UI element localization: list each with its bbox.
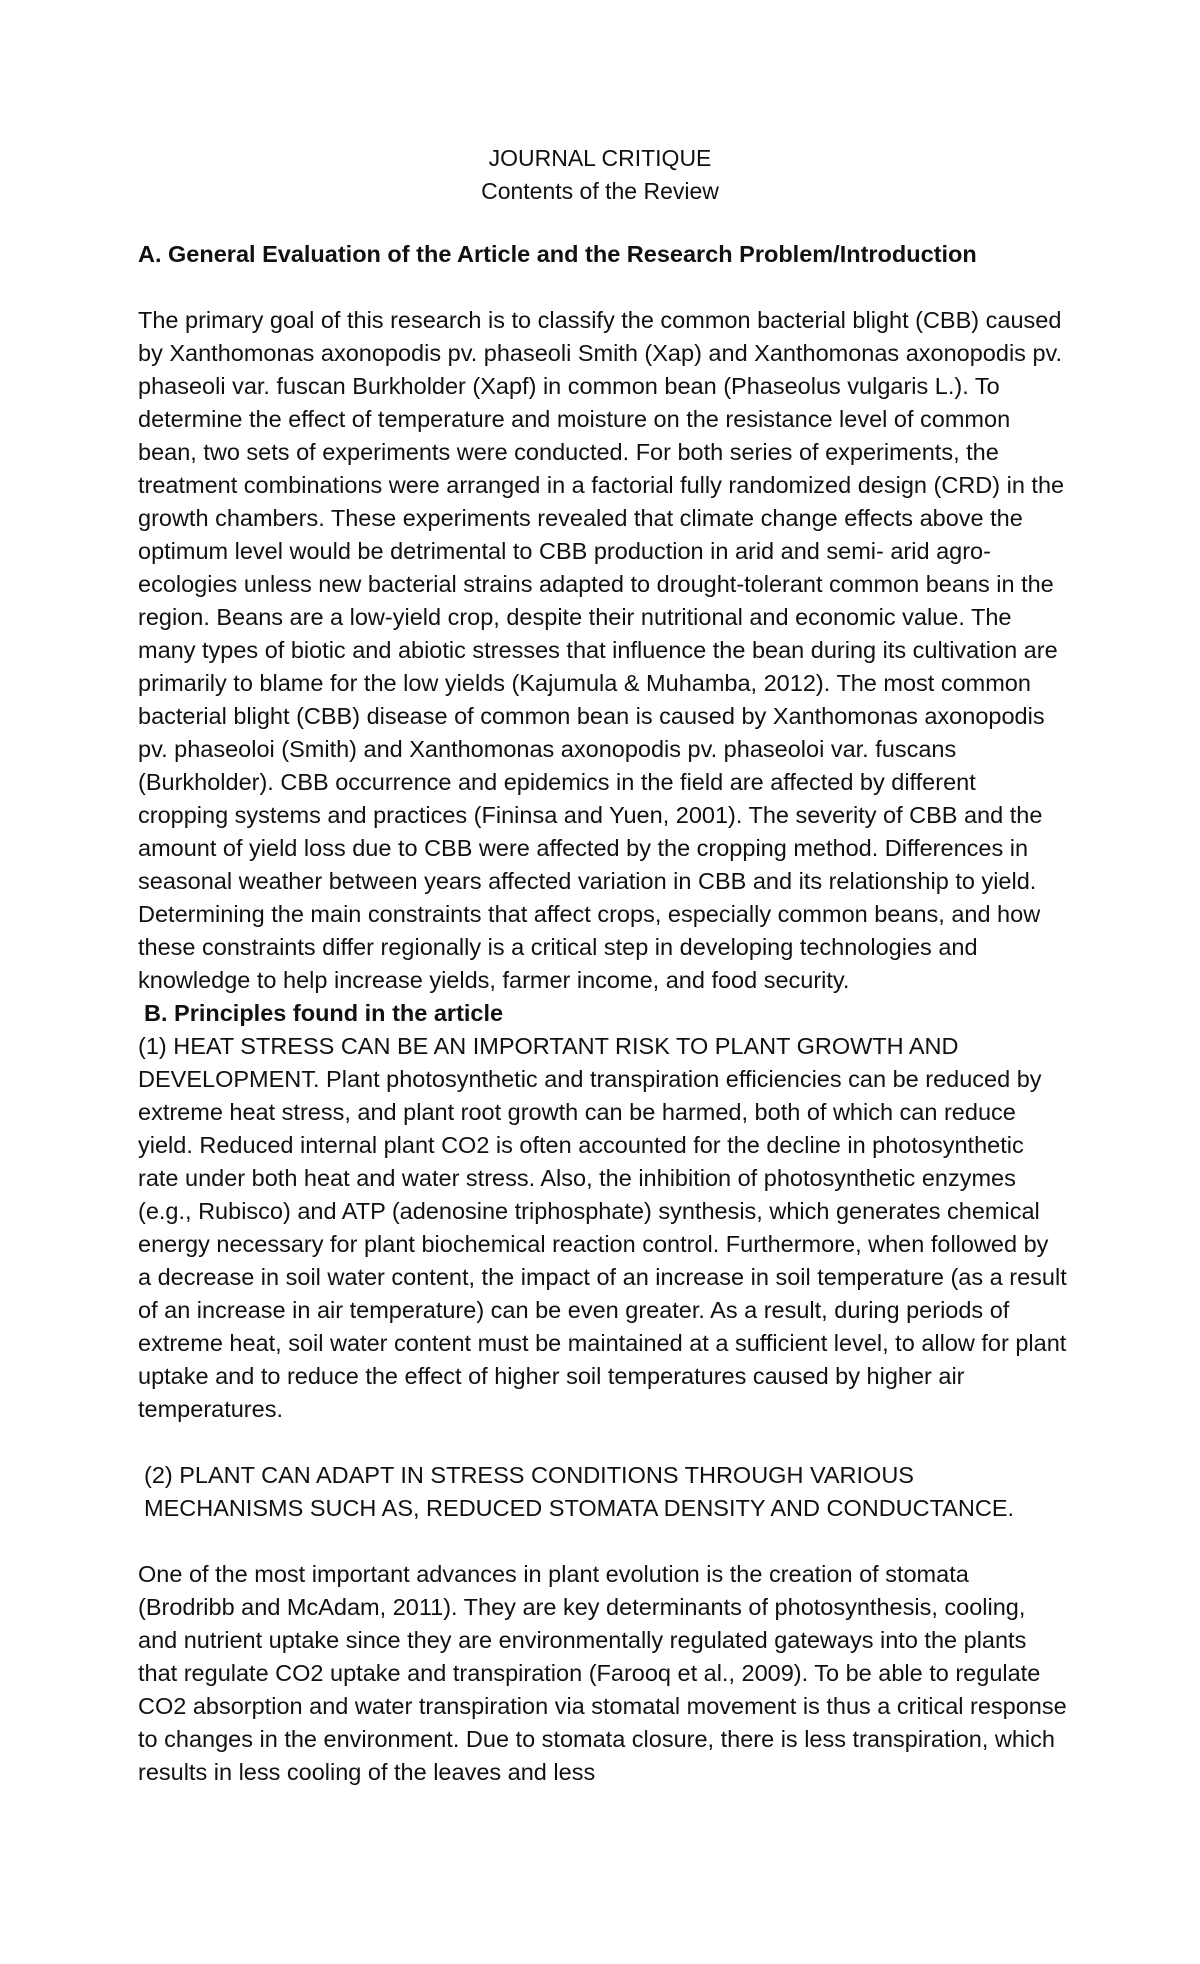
document-body [138, 238, 1068, 1789]
paragraph-spacer [138, 1525, 1068, 1558]
principle-2-heading: (2) PLANT CAN ADAPT IN STRESS CONDITIONS THROUGH VARIOUS MECHANISMS SUCH AS, REDUCED STOMATA DENSITY AND CONDUCTANCE. [144, 1462, 1015, 1521]
principle-1-paragraph: (1) HEAT STRESS CAN BE AN IMPORTANT RISK TO PLANT GROWTH AND DEVELOPMENT. Plant photosynthetic and transpiration efficiencies can be reduced by extreme heat stress, and plant root growth can be harmed, both of which can reduce yield. Reduced internal plant CO2 is often accounted for the decline in photosynthetic rate under both heat and water stress. Also, the inhibition of photosynthetic enzymes (e.g., Rubisco) and ATP (adenosine triphosphate) synthesis, which generates chemical energy necessary for plant biochemical reaction control. Furthermore, when followed by a decrease in soil water content, the impact of an increase in soil temperature (as a result of an increase in air temperature) can be even greater. As a result, during periods of extreme heat, soil water content must be maintained at a sufficient level, to allow for plant uptake and to reduce the effect of higher soil temperatures caused by higher air temperatures. [138, 1033, 1067, 1422]
title-block [0, 142, 1200, 208]
paragraph-spacer [138, 1426, 1068, 1459]
section-b-heading: B. Principles found in the article [144, 1000, 504, 1026]
section-a-heading: A. General Evaluation of the Article and the Research Problem/Introduction [138, 241, 977, 267]
section-a-paragraph: The primary goal of this research is to classify the common bacterial blight (CBB) caused by Xanthomonas axonopodis pv. phaseoli Smith (Xap) and Xanthomonas axonopodis pv. phaseoli var. fuscan Burkholder (Xapf) in common bean (Phaseolus vulgaris L.). To determine the effect of temperature and moisture on the resistance level of common bean, two sets of experiments were conducted. For both series of experiments, the treatment combinations were arranged in a factorial fully randomized design (CRD) in the growth chambers. These experiments revealed that climate change effects above the optimum level would be detrimental to CBB production in arid and semi- arid agro-ecologies unless new bacterial strains adapted to drought-tolerant common beans in the region. Beans are a low-yield crop, despite their nutritional and economic value. The many types of biotic and abiotic stresses that influence the bean during its cultivation are primarily to blame for the low yields (Kajumula & Muhamba, 2012). The most common bacterial blight (CBB) disease of common bean is caused by Xanthomonas axonopodis pv. phaseoloi (Smith) and Xanthomonas axonopodis pv. phaseoloi var. fuscans (Burkholder). CBB occurrence and epidemics in the field are affected by different cropping systems and practices (Fininsa and Yuen, 2001). The severity of CBB and the amount of yield loss due to CBB were affected by the cropping method. Differences in seasonal weather between years affected variation in CBB and its relationship to yield. Determining the main constraints that affect crops, especially common beans, and how these constraints differ regionally is a critical step in developing technologies and knowledge to help increase yields, farmer income, and food security. [138, 307, 1065, 993]
principle-2-paragraph: One of the most important advances in plant evolution is the creation of stomata (Brodribb and McAdam, 2011). They are key determinants of photosynthesis, cooling, and nutrient uptake since they are environmentally regulated gateways into the plants that regulate CO2 uptake and transpiration (Farooq et al., 2009). To be able to regulate CO2 absorption and water transpiration via stomatal movement is thus a critical response to changes in the environment. Due to stomata closure, there is less transpiration, which results in less cooling of the leaves and less [138, 1561, 1067, 1785]
document-subtitle: Contents of the Review [481, 178, 719, 204]
document-title: JOURNAL CRITIQUE [488, 145, 712, 171]
